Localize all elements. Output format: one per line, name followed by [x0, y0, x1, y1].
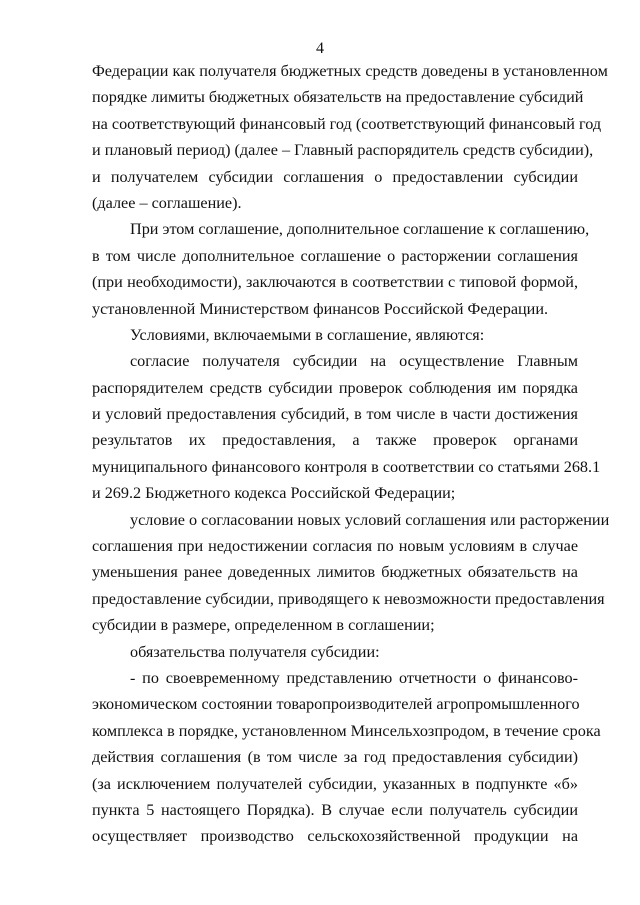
text-line: обязательства получателя субсидии: — [130, 642, 380, 661]
text-line: предоставление субсидии, приводящего к невозможности предоставления — [92, 589, 605, 608]
text-line: и плановый период) (далее – Главный распорядитель средств субсидии), — [92, 141, 594, 160]
text-line: в том числе дополнительное соглашение о расторжении соглашения — [92, 246, 578, 265]
text-line: и условий предоставления субсидий, в том числе в части достижения — [92, 405, 578, 424]
text-line: соглашения при недостижении согласия по новым условиям в случае — [92, 537, 578, 556]
text-line: действия соглашения (в том числе за год предоставления субсидии) — [92, 748, 578, 767]
text-line: муниципального финансового контроля в соответствии со статьями 268.1 — [92, 457, 601, 476]
text-line: - по своевременному представлению отчетности о финансово- — [130, 668, 578, 687]
text-line: согласие получателя субсидии на осуществление Главным — [130, 352, 578, 371]
text-line: результатов их предоставления, а также проверок органами — [92, 431, 578, 450]
text-line: порядке лимиты бюджетных обязательств на предоставление субсидий — [92, 88, 584, 107]
text-line: экономическом состоянии товаропроизводителей агропромышленного — [92, 695, 580, 714]
text-line: (при необходимости), заключаются в соответствии с типовой формой, — [92, 273, 578, 292]
text-line: на соответствующий финансовый год (соответствующий финансовый год — [92, 114, 602, 133]
text-line: пункта 5 настоящего Порядка). В случае если получатель субсидии — [92, 800, 578, 819]
text-line: установленной Министерством финансов Российской Федерации. — [92, 299, 549, 318]
text-line: осуществляет производство сельскохозяйственной продукции на — [92, 827, 578, 846]
text-line: и 269.2 Бюджетного кодекса Российской Федерации; — [92, 484, 456, 503]
text-line: уменьшения ранее доведенных лимитов бюджетных обязательств на — [92, 563, 578, 582]
text-line: При этом соглашение, дополнительное соглашение к соглашению, — [130, 220, 590, 239]
page-number: 4 — [316, 40, 324, 57]
text-line: комплекса в порядке, установленном Минсельхозпродом, в течение срока — [92, 721, 601, 740]
text-line: и получателем субсидии соглашения о предоставлении субсидии — [92, 167, 578, 186]
document-body — [92, 58, 610, 850]
text-line: Условиями, включаемыми в соглашение, являются: — [130, 325, 485, 344]
text-line: субсидии в размере, определенном в соглашении; — [92, 616, 435, 635]
text-line: (за исключением получателей субсидии, указанных в подпункте «б» — [92, 774, 578, 793]
text-line: распорядителем средств субсидии проверок соблюдения им порядка — [92, 378, 578, 397]
text-line: условие о согласовании новых условий соглашения или расторжении — [130, 510, 610, 529]
text-line: (далее – соглашение). — [92, 193, 242, 212]
text-line: Федерации как получателя бюджетных средств доведены в установленном — [92, 62, 608, 80]
